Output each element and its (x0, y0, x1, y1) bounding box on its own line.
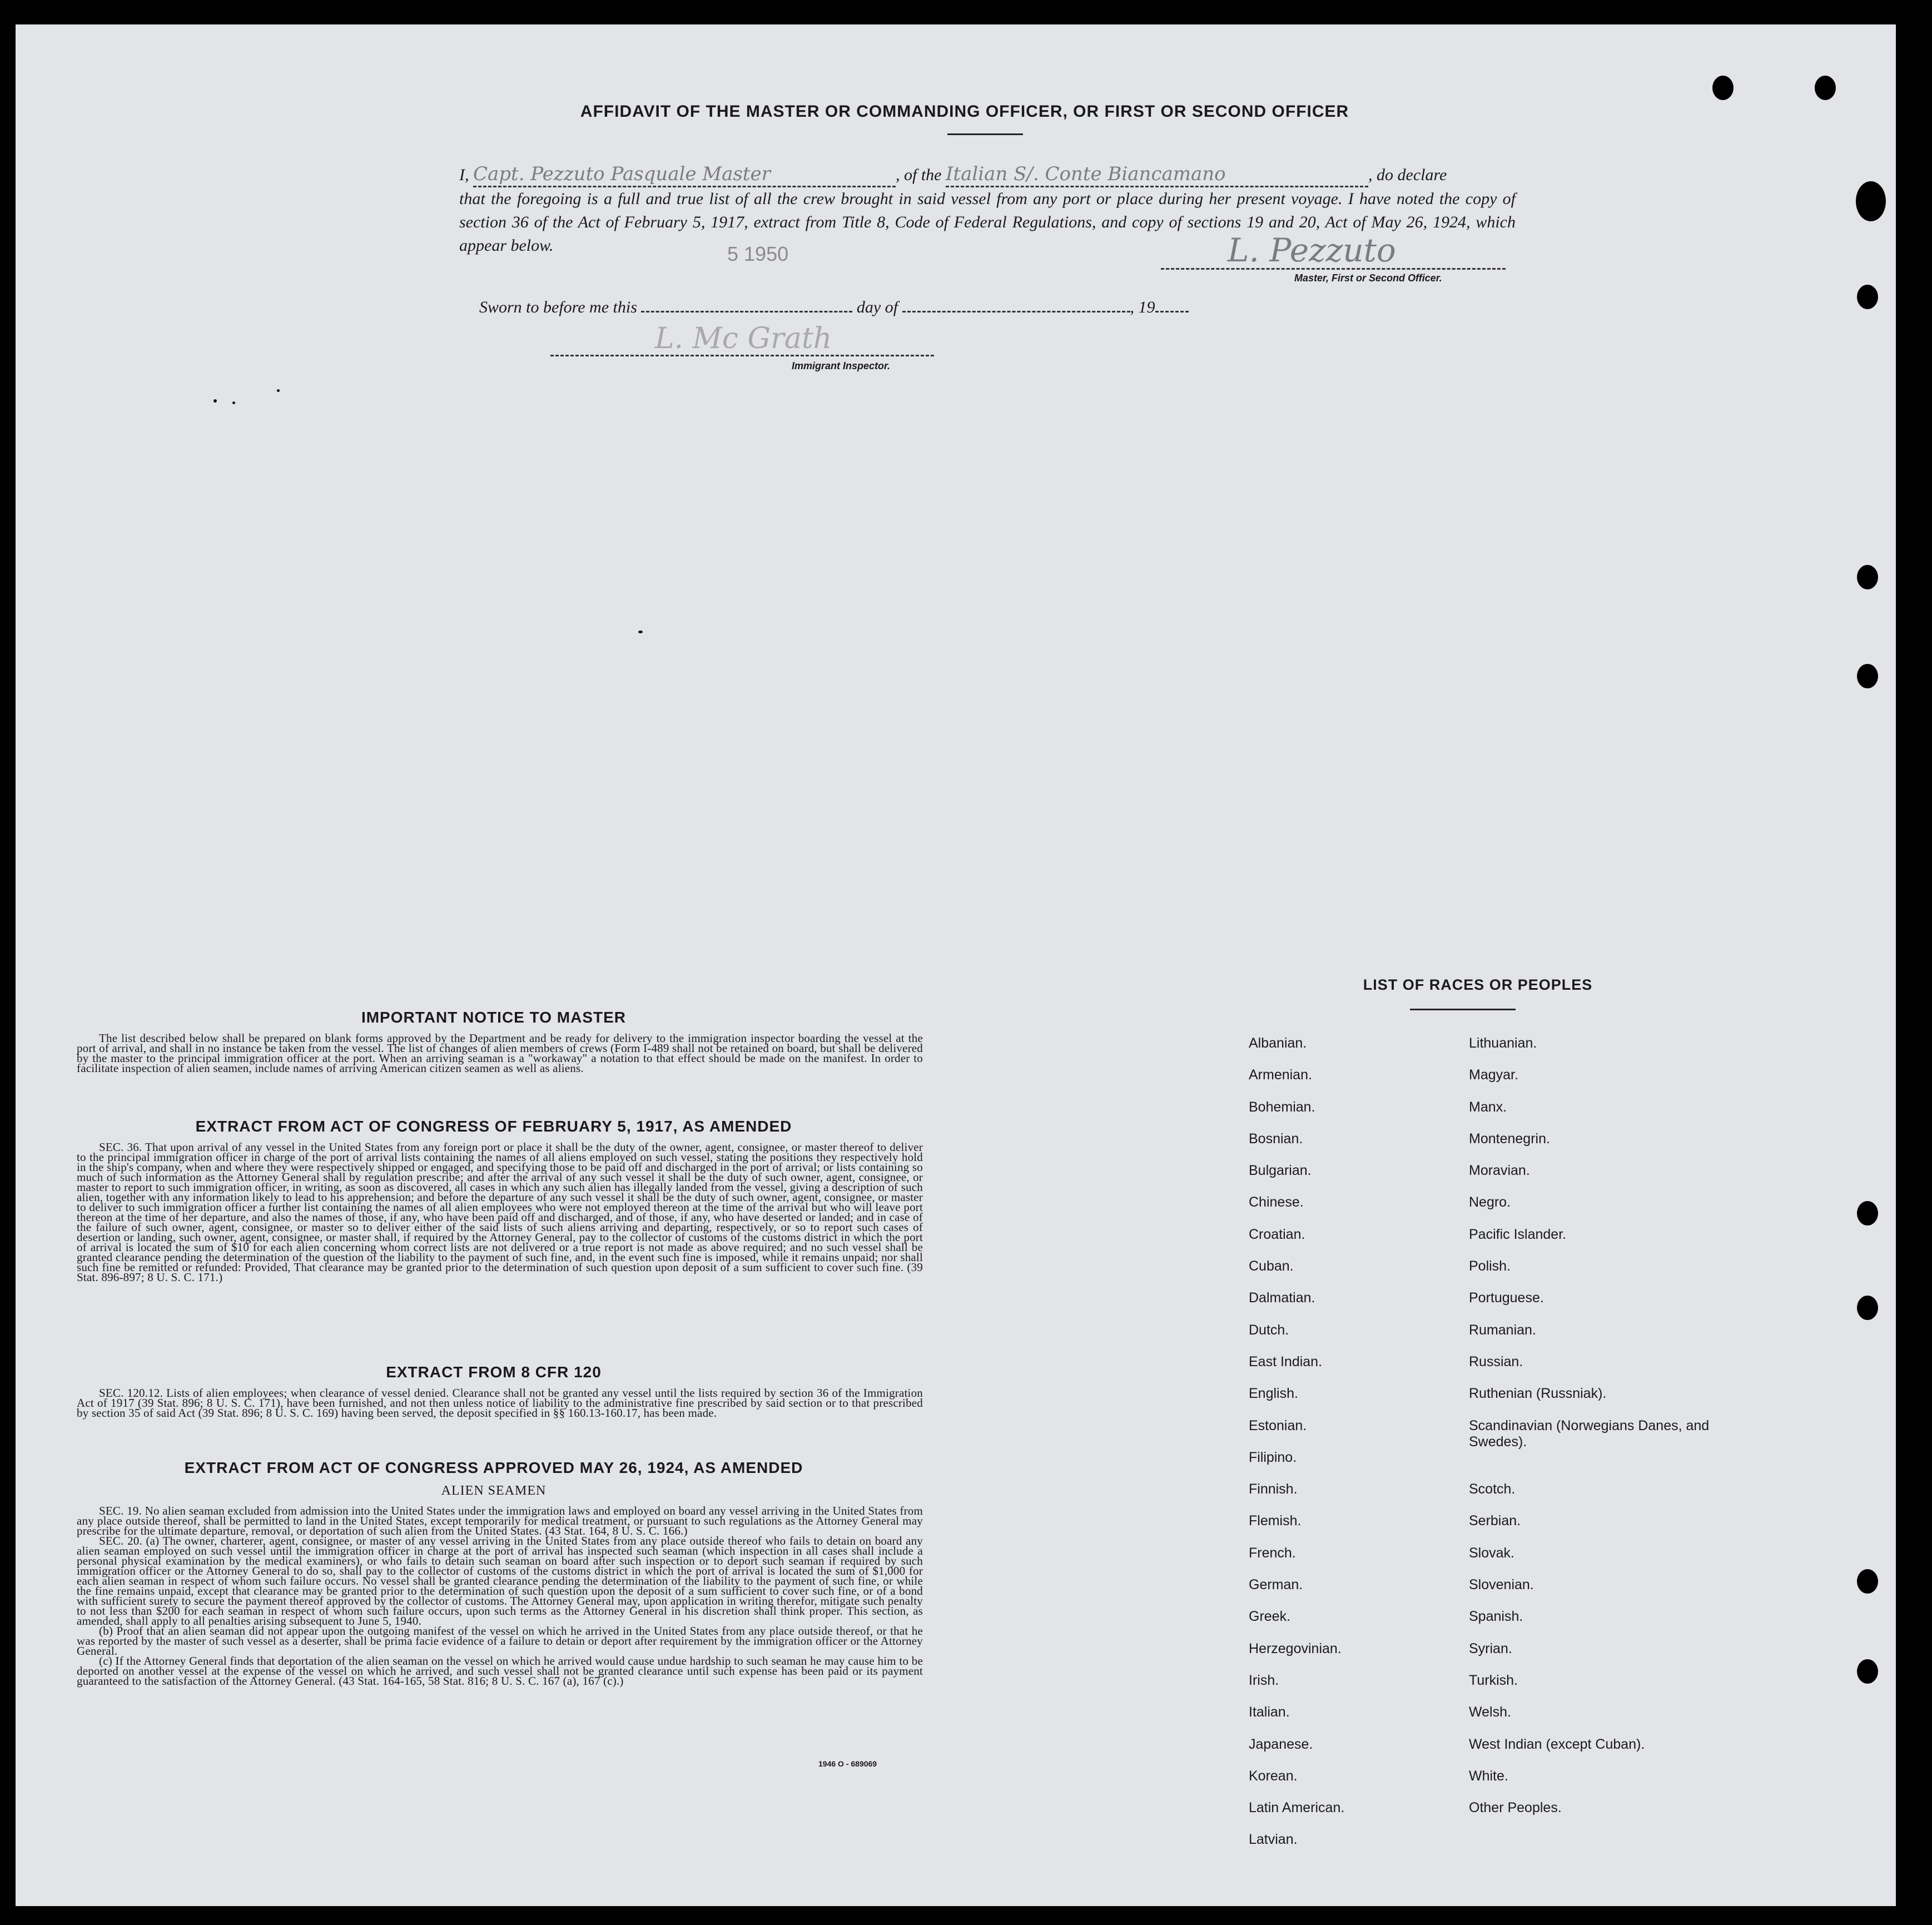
race-item: Bulgarian. (1249, 1163, 1312, 1179)
race-item: Polish. (1469, 1258, 1511, 1274)
affidavit-title: AFFIDAVIT OF THE MASTER OR COMMANDING OFFICER, OR FIRST OR SECOND OFFICER (580, 102, 1349, 121)
race-item: Spanish. (1469, 1609, 1523, 1625)
date-stamp: 5 1950 (727, 242, 789, 265)
title-underline (947, 133, 1023, 135)
race-item: Slovenian. (1469, 1577, 1534, 1593)
race-item: German. (1249, 1577, 1303, 1593)
sec-20a-text: SEC. 20. (a) The owner, charterer, agent, consignee, or master of any vessel arriving in the United States from any place outside thereof who fails to detain on board any alien seaman employed on such vessel until the immigration officer in charge at the port of arrival has inspected such seaman (which inspection in all cases shall include a personal physical examination by the medical examiners), or who fails to detain such seaman on board after such inspection or to deport such seaman if required by such immigration officer or the Attorney General to do so, shall pay to the collector of customs of the customs district in which the port of arrival is located the sum of $1,000 for each alien seaman in respect of whom such failure occurs. No vessel shall be granted clearance pending the determination of the liability to the payment of such fine, or while the fine remains unpaid, except that clearance may be granted prior to the determination of such question upon the deposit of a sum sufficient to cover such fine, or of a bond with sufficient surety to secure the payment thereof approved by the collector of customs. The Attorney General may, upon application in writing therefor, mitigate such penalty to not less than $200 for each seaman in respect of whom such failure occurs, upon such terms as the Attorney General in his discretion shall think proper. This section, as amended, shall apply to all penalties arising subsequent to June 5, 1940. (77, 1534, 923, 1628)
races-column-2 (1469, 1035, 1714, 1832)
sec-19-text: SEC. 19. No alien seaman excluded from admission into the United States under the immigration laws and employed on board any vessel arriving in the United States from any place outside thereof, shall be permitted to land in the United States, except temporarily for medical treatment, or pursuant to such regulations as the Attorney General may prescribe for the ultimate departure, removal, or deportation of such alien from the United States. (43 Stat. 164, 8 U. S. C. 166.) (77, 1504, 923, 1537)
race-item: West Indian (except Cuban). (1469, 1736, 1645, 1752)
declaration-body: that the foregoing is a full and true list of all the crew brought in said vessel from any port or place during her present voyage. I have noted the copy of section 36 of the Act of February 5, 1917, extract from Title 8, Code of Federal Regulations, and copy of sections 19 and 20, Act of May 26, 1924, which appear below. (459, 190, 1516, 255)
inspector-caption: Immigrant Inspector. (792, 360, 891, 371)
master-name-handwritten: Capt. Pezzuto Pasquale Master (473, 162, 896, 187)
print-code: 1946 O - 689069 (818, 1759, 877, 1768)
vessel-name-handwritten: Italian S/. Conte Biancamano (946, 162, 1368, 187)
punch-hole (1712, 76, 1734, 100)
race-item: Irish. (1249, 1672, 1279, 1688)
race-item: Lithuanian. (1469, 1035, 1537, 1051)
race-item: Pacific Islander. (1469, 1226, 1567, 1242)
race-item: Filipino. (1249, 1449, 1297, 1465)
race-item: Armenian. (1249, 1067, 1312, 1083)
race-item: Croatian. (1249, 1226, 1305, 1242)
race-item: Scandinavian (Norwegians Danes, and Swedes). (1469, 1417, 1710, 1450)
sworn-year-blank (1155, 311, 1189, 312)
race-item: Magyar. (1469, 1067, 1518, 1083)
race-item: Negro. (1469, 1194, 1511, 1210)
race-item: Latvian. (1249, 1832, 1298, 1848)
punch-hole (1857, 664, 1878, 688)
race-item: Finnish. (1249, 1481, 1298, 1497)
punch-hole (1857, 565, 1878, 589)
race-item: Portuguese. (1469, 1290, 1544, 1306)
sworn-line (479, 298, 1189, 317)
race-item: Serbian. (1469, 1513, 1521, 1529)
speck (232, 401, 235, 404)
race-item: Bosnian. (1249, 1130, 1303, 1147)
extract-1924-body (77, 1506, 923, 1686)
punch-hole (1857, 1569, 1878, 1594)
speck (213, 399, 217, 403)
master-signature-line (1161, 268, 1506, 270)
race-item: Turkish. (1469, 1672, 1518, 1688)
races-title: LIST OF RACES OR PEOPLES (1363, 976, 1593, 993)
extract-1917-text: SEC. 36. That upon arrival of any vessel in the United States from any foreign port or place it shall be the duty of the owner, agent, consignee, or master thereof to deliver to the principal immigration officer in charge of the port of arrival lists containing the names of all aliens employed on such vessel, stating the positions they respectively hold in the ship's company, when and where they were respectively shipped or engaged, and specifying those to be paid off and discharged in the port of arrival; or lists containing so much of such information as the Attorney General shall by regulation prescribe; and after the arrival of any such vessel it shall be the duty of such owner, agent, consignee, or master to report to such immigration officer, in writing, as soon as discovered, all cases in which any such alien has illegally landed from the vessel, giving a description of such alien, together with any information likely to lead to his apprehension; and before the departure of any such vessel it shall be the duty of such owner, agent, consignee, or master to deliver to such immigration officer a further list containing the names of all alien employees who were not employed thereon at the time of the arrival but who will leave port thereon at the time of her departure, and also the names of those, if any, who have been paid off and discharged, and of those, if any, who have deserted or landed; and in case of the failure of such owner, agent, consignee, or master so to deliver either of the said lists of such aliens arriving and departing, respectively, or so to report such cases of desertion or landing, such owner, agent, consignee, or master shall, if required by the Attorney General, pay to the collector of customs of the customs district in which the port of arrival is located the sum of $10 for each alien concerning whom correct lists are not delivered or a true report is not made as above required; and no such vessel shall be granted clearance pending the determination of the question of the liability to the payment of such fine, and, in the event such fine is imposed, while it remains unpaid; nor shall such fine be remitted or refunded: Provided, That clearance may be granted prior to the determination of such question upon deposit of a sum sufficient to cover such fine. (39 Stat. 896-897; 8 U. S. C. 171.) (77, 1140, 923, 1284)
race-item: White. (1469, 1768, 1508, 1784)
race-item: Latin American. (1249, 1800, 1345, 1816)
race-item: Albanian. (1249, 1035, 1307, 1051)
race-item: Estonian. (1249, 1417, 1307, 1433)
race-item: Dalmatian. (1249, 1290, 1315, 1306)
sworn-month-blank (902, 311, 1130, 312)
sec-20c-text: (c) If the Attorney General finds that deportation of the alien seaman on the vessel on which he arrived would cause undue hardship to such seaman he may cause him to be deported on another vessel at the expense of the vessel on which he arrived, and such vessel shall not be granted clearance until such expense has been paid or its payment guaranteed to the satisfaction of the Attorney General. (43 Stat. 164-165, 58 Stat. 816; 8 U. S. C. 167 (a), 167 (c).) (77, 1654, 923, 1688)
race-item: Chinese. (1249, 1194, 1304, 1210)
speck (638, 631, 643, 633)
punch-hole (1856, 181, 1886, 221)
of-the-label: , of the (896, 166, 942, 184)
race-item: Manx. (1469, 1099, 1507, 1115)
document-page (16, 24, 1896, 1906)
punch-hole (1857, 1201, 1878, 1226)
sworn-prefix: Sworn to before me this (479, 298, 637, 316)
sworn-day-of: day of (856, 298, 898, 316)
cfr-120-text: SEC. 120.12. Lists of alien employees; when clearance of vessel denied. Clearance shall not be granted any vessel until the lists required by section 36 of the Immigration Act of 1917 (39 Stat. 896; 8 U. S. C. 171), have been furnished, and not then unless notice of liability to the administrative fine prescribed by said section or to that prescribed by section 35 of said Act (39 Stat. 896; 8 U. S. C. 169) having been served, the deposit specified in §§ 160.13-160.17, has been made. (77, 1386, 923, 1420)
race-item: Ruthenian (Russniak). (1469, 1386, 1607, 1402)
extract-1917-title: EXTRACT FROM ACT OF CONGRESS OF FEBRUARY 5, 1917, AS AMENDED (195, 1118, 792, 1135)
race-item: Syrian. (1469, 1640, 1512, 1656)
race-item: Welsh. (1469, 1704, 1511, 1720)
sworn-day-blank (641, 311, 852, 312)
races-column-1 (1249, 1035, 1344, 1864)
race-item: Flemish. (1249, 1513, 1302, 1529)
race-item: Other Peoples. (1469, 1800, 1562, 1816)
races-title-underline (1410, 1009, 1516, 1010)
inspector-signature: L. Mc Grath (655, 322, 832, 355)
race-item: Herzegovinian. (1249, 1640, 1342, 1656)
punch-hole (1815, 76, 1836, 100)
punch-hole (1857, 285, 1878, 309)
race-item: Dutch. (1249, 1322, 1289, 1338)
extract-1924-title: EXTRACT FROM ACT OF CONGRESS APPROVED MAY 26, 1924, AS AMENDED (184, 1459, 803, 1476)
declaration-line-1 (459, 162, 1521, 187)
notice-text: The list described below shall be prepared on blank forms approved by the Department and be ready for delivery to the immigration inspector boarding the vessel at the port of arrival, and shall in no instance be taken from the vessel. The list of changes of alien members of crews (Form I-489 shall not be retained on board, but shall be delivered by the master to the principal immigration officer at the port. When an arriving seaman is a "workaway" a notation to that effect should be made on the manifest. In order to facilitate inspection of alien seamen, include names of arriving American citizen seamen as well as aliens. (77, 1031, 923, 1075)
race-item: Scotch. (1469, 1481, 1516, 1497)
race-item: Moravian. (1469, 1163, 1530, 1179)
punch-hole (1857, 1659, 1878, 1684)
race-item: Slovak. (1469, 1545, 1514, 1561)
race-item (1469, 1450, 1714, 1481)
race-item: Montenegrin. (1469, 1130, 1550, 1147)
race-item: French. (1249, 1545, 1296, 1561)
declare-label: , do declare (1368, 166, 1447, 184)
inspector-signature-line (550, 355, 934, 356)
race-item: Russian. (1469, 1353, 1523, 1370)
race-item: Japanese. (1249, 1736, 1313, 1752)
race-item: English. (1249, 1386, 1298, 1402)
master-caption: Master, First or Second Officer. (1294, 272, 1442, 284)
notice-title: IMPORTANT NOTICE TO MASTER (361, 1009, 627, 1026)
race-item: Italian. (1249, 1704, 1290, 1720)
punch-hole (1857, 1296, 1878, 1320)
master-signature: L. Pezzuto (1228, 231, 1396, 269)
race-item: Bohemian. (1249, 1099, 1315, 1115)
race-item: Greek. (1249, 1609, 1291, 1625)
race-item: Korean. (1249, 1768, 1298, 1784)
alien-seamen-subtitle: ALIEN SEAMEN (441, 1484, 547, 1498)
speck (277, 389, 280, 392)
sworn-year: , 19 (1130, 298, 1155, 316)
declaration-prefix: I, (459, 166, 469, 184)
cfr-120-title: EXTRACT FROM 8 CFR 120 (386, 1363, 602, 1381)
race-item: Rumanian. (1469, 1322, 1536, 1338)
race-item: East Indian. (1249, 1353, 1323, 1370)
sec-20b-text: (b) Proof that an alien seaman did not appear upon the outgoing manifest of the vessel on which he arrived in the United States from any place outside thereof, or that he was reported by the master of such vessel as a deserter, shall be prima facie evidence of a failure to detain or deport after requirement by the immigration officer or the Attorney General. (77, 1624, 923, 1658)
race-item: Cuban. (1249, 1258, 1294, 1274)
